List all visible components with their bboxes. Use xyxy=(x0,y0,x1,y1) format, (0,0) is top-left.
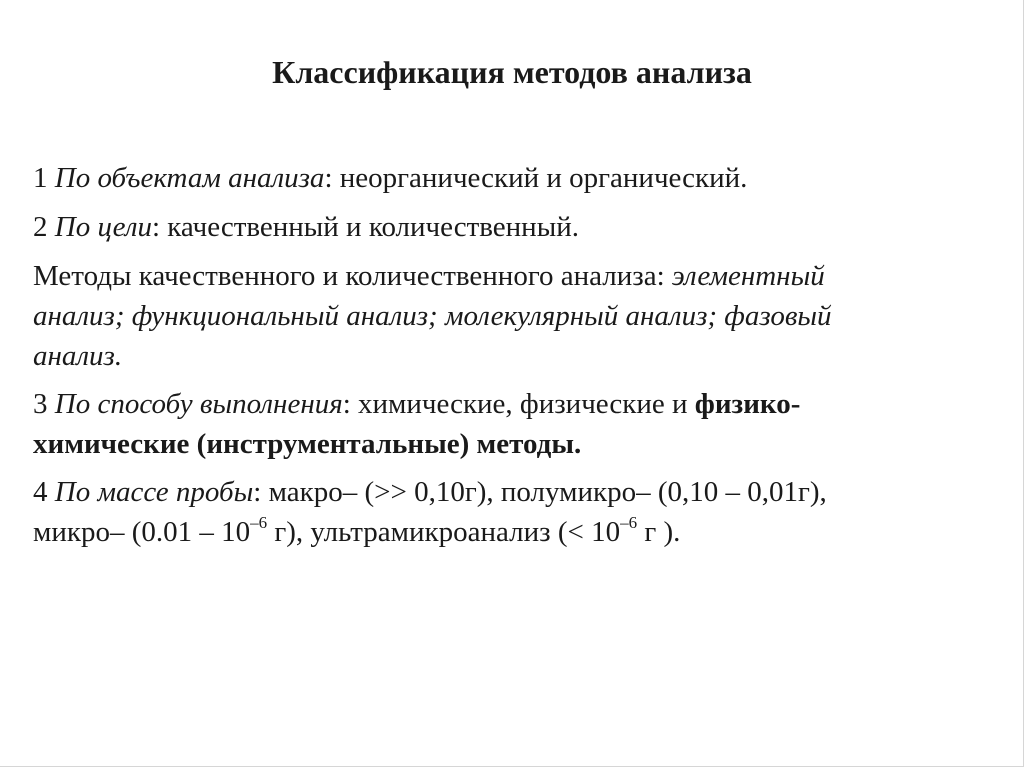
item-label: По способу выполнения xyxy=(54,388,343,420)
paragraph-sample-mass xyxy=(33,472,983,552)
bold-term-part2: химические (инструментальные) методы xyxy=(33,428,574,460)
item-text: неорганический и органический. xyxy=(332,162,748,194)
methods-intro: Методы качественного и количественного анализа: xyxy=(33,260,672,292)
mass-line1: макро– (>> 0,10г), полумикро– (0,10 – 0,01г), xyxy=(261,476,827,508)
mass-line2-a: микро– (0.01 – 10 xyxy=(33,516,251,548)
slide-title: Классификация методов анализа xyxy=(272,54,752,90)
item-period: . xyxy=(573,428,582,460)
item-label: По цели xyxy=(54,211,152,243)
methods-list-line2: анализ; функциональный анализ; молекулярный анализ; фазовый xyxy=(33,300,832,332)
item-number: 1 xyxy=(33,162,48,194)
item-colon: : xyxy=(324,162,333,194)
item-label: По объектам анализа xyxy=(54,162,325,194)
item-number: 3 xyxy=(33,388,48,420)
item-number: 2 xyxy=(33,211,48,243)
paragraph-goal xyxy=(33,207,983,248)
mass-line2-d: г ). xyxy=(637,516,681,548)
less-than-sign: < xyxy=(567,516,584,548)
methods-list-line1: элементный xyxy=(671,260,825,292)
item-colon: : xyxy=(253,476,262,508)
item-colon: : xyxy=(342,388,351,420)
item-colon: : xyxy=(151,211,161,243)
item-text: качественный и количественный. xyxy=(160,211,579,243)
exponent-2: –6 xyxy=(620,513,638,533)
paragraph-methods xyxy=(33,256,983,376)
item-text: химические, физические и xyxy=(350,388,695,420)
mass-line2-c: 10 xyxy=(583,516,621,548)
exponent-1: –6 xyxy=(250,513,268,533)
paragraph-objects xyxy=(33,158,983,199)
bold-term-part1: физико- xyxy=(694,388,801,420)
item-label: По массе пробы xyxy=(54,476,254,508)
mass-line2-b: г), ультрамикроанализ ( xyxy=(267,516,568,548)
item-number: 4 xyxy=(33,476,48,508)
methods-list-line3: анализ. xyxy=(33,340,123,372)
slide-body xyxy=(33,158,983,560)
paragraph-execution xyxy=(33,384,983,464)
